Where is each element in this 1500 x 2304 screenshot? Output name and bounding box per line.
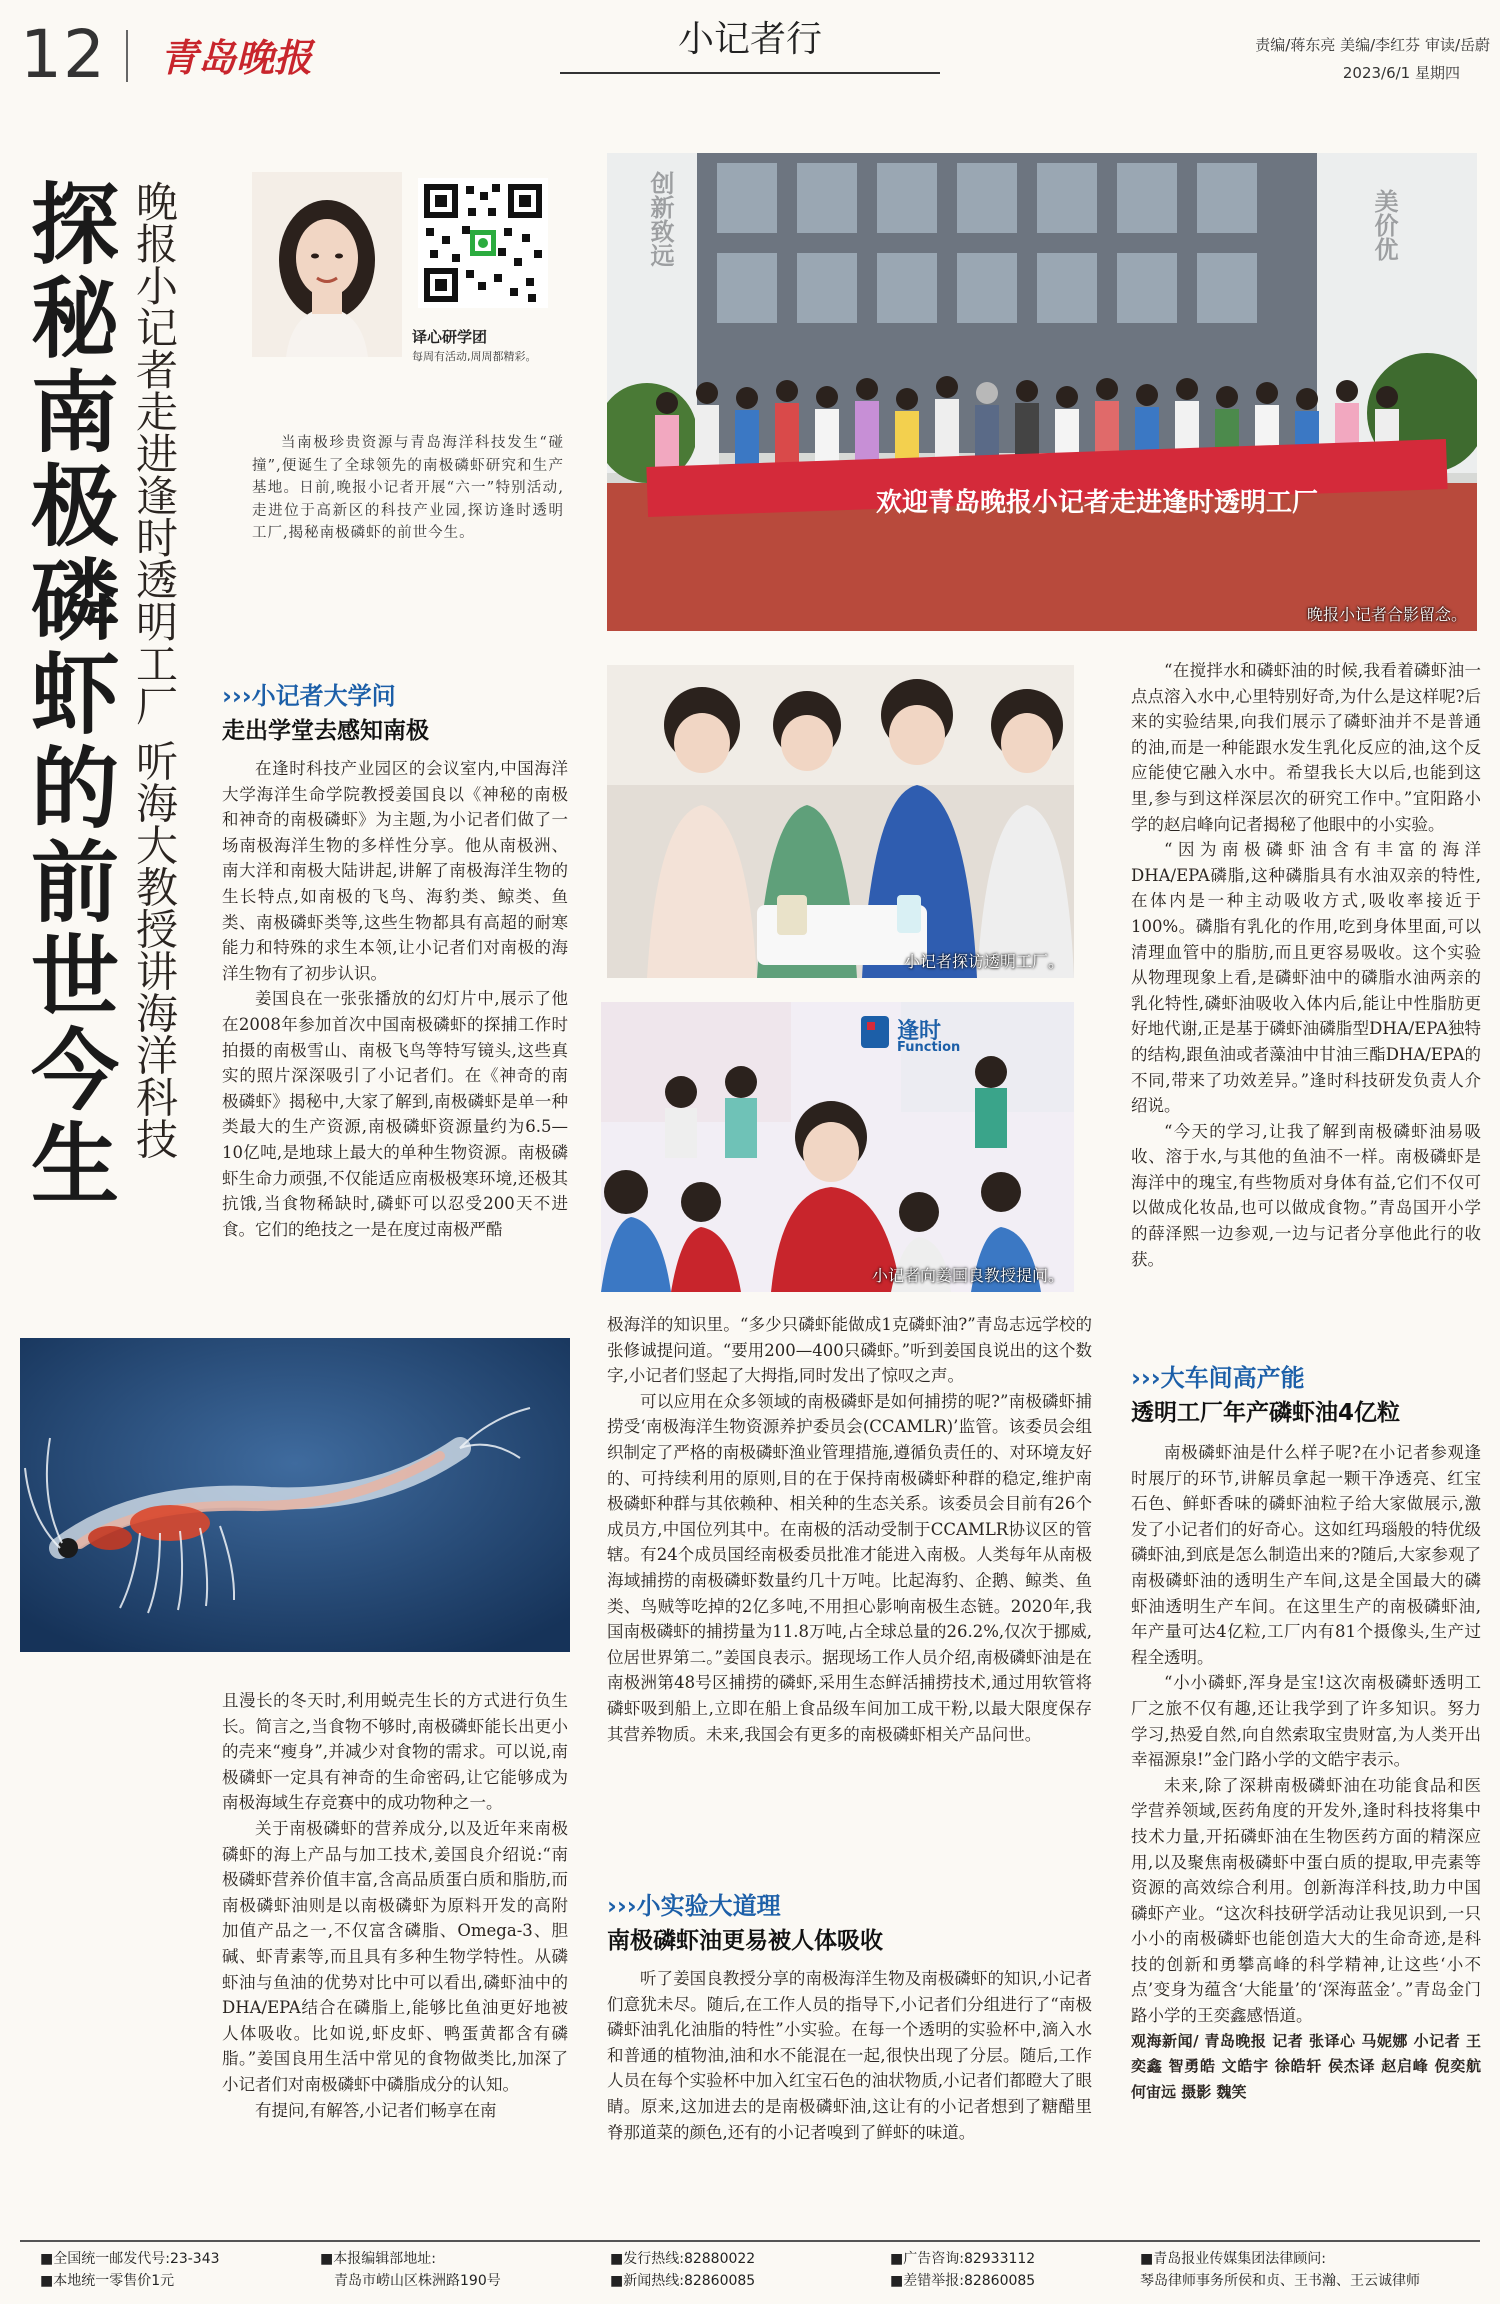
footer-legal	[1140, 2248, 1420, 2292]
sub-headline: 晚报小记者走进逢时透明工厂 听海大教授讲海洋科技	[130, 180, 179, 1160]
section1-paragraph: 关于南极磷虾的营养成分,以及近年来南极磷虾的海上产品与加工技术,姜国良介绍说:“南极磷虾营养价值丰富,含高品质蛋白质和脂肪,而南极磷虾油则是以南极磷虾为原料开发的高附加值产品之一,不仅富含磷脂、Omega-3、胆碱、虾青素等,而且具有多种生物学特性。从磷虾油与鱼油的优势对比中可以看出,磷虾油中的DHA/EPA结合在磷脂上,能够比鱼油更好地被人体吸收。比如说,虾皮虾、鸭蛋黄都含有磷脂。”姜国良用生活中常见的食物做类比,加深了小记者们对南极磷虾中磷脂成分的认知。	[222, 1818, 568, 2094]
lead-text: 当南极珍贵资源与青岛海洋科技发生“碰撞”,便诞生了全球领先的南极磷虾研究和生产基地。日前,晚报小记者开展“六一”特别活动,走进位于高新区的科技产业园,探访逢时透明工厂,揭秘南极磷虾的前世今生。	[252, 435, 564, 542]
footer-address-label: ■本报编辑部地址:	[320, 2251, 436, 2267]
section2-tag-text: 小实验大道理	[636, 1892, 781, 1920]
section1-tag	[222, 676, 396, 711]
qr-code[interactable]	[418, 178, 548, 308]
byline-source: 观海新闻/	[1131, 2031, 1199, 2050]
footer-distribution-hotline: ■发行热线:82880022	[610, 2251, 756, 2267]
page-header	[0, 0, 1500, 93]
byline-signature	[1131, 2029, 1481, 2106]
right-paragraph: “因为南极磷虾油含有丰富的海洋DHA/EPA磷脂,这种磷脂具有水油双亲的特性,在体内是一种主动吸收方式,吸收率接近于100%。磷脂有乳化的作用,吃到身体里面,可以清理血管中的脂肪,而且更容易吸收。这个实验从物理现象上看,是磷虾油中的磷脂水油两亲的乳化特性,磷虾油吸收入体内后,能让中性脂肪更好地代谢,正是基于磷虾油磷脂型DHA/EPA独特的结构,跟鱼油或者藻油中甘油三酯DHA/EPA的不同,带来了功效差异。”逢时科技研发负责人介绍说。	[1131, 840, 1481, 1116]
section3-paragraph: 南极磷虾油是什么样子呢?在小记者参观逢时展厅的环节,讲解员拿起一颗干净透亮、红宝石色、鲜虾香味的磷虾油粒子给大家做展示,激发了小记者们的好奇心。这如红玛瑙般的特优级磷虾油,到底是怎么制造出来的?随后,大家参观了南极磷虾油的透明生产车间,这是全国最大的磷虾油透明生产车间。在这里生产的南极磷虾油,年产量可达4亿粒,工厂内有81个摄像头,生产过程全透明。	[1131, 1443, 1481, 1667]
reporter-portrait	[252, 172, 402, 357]
footer-address	[320, 2248, 501, 2292]
section3-paragraph: “小小磷虾,浑身是宝!这次南极磷虾透明工厂之旅不仅有趣,还让我学到了许多知识。努力学习,热爱自然,向自然索取宝贵财富,为人类开出幸福源泉!”金门路小学的文皓宇表示。	[1131, 1673, 1481, 1770]
section1-paragraph: 有提问,有解答,小记者们畅享在南	[255, 2100, 497, 2120]
page-number-rule	[126, 30, 128, 82]
section3-tag	[1131, 1358, 1305, 1393]
section1-tag-text: 小记者大学问	[251, 682, 396, 710]
chevron-right-icon: ›››	[222, 682, 252, 710]
section2-tag	[607, 1886, 781, 1921]
section1-paragraph: 极海洋的知识里。“多少只磷虾能做成1克磷虾油?”青岛志远学校的张修诚提问道。“要用200—400只磷虾。”听到姜国良说出的这个数字,小记者们竖起了大拇指,同时发出了惊叹之声。	[607, 1315, 1092, 1386]
chevron-right-icon: ›››	[607, 1892, 637, 1920]
section2-body	[607, 1966, 1092, 2145]
section3-subtitle: 透明工厂年产磷虾油4亿粒	[1131, 1400, 1401, 1426]
footer-news-hotline: ■新闻热线:82860085	[610, 2273, 756, 2289]
section1-paragraph: 且漫长的冬天时,利用蜕壳生长的方式进行负生长。简言之,当食物不够时,南极磷虾能长出更小的壳来“瘦身”,并减少对食物的需求。可以说,南极磷虾一定具有神奇的生命密码,让它能够成为南极海域生存竞赛中的成功物种之一。	[222, 1691, 568, 1813]
footer-postal	[40, 2248, 220, 2292]
function-logo-en: Function	[897, 1040, 961, 1055]
byline-credits: 青岛晚报 记者 张译心 马妮娜 小记者 王奕鑫 智勇皓 文皓宇 徐皓轩 侯杰译 赵启峰 倪奕航 何宙远 摄影 魏笑	[1131, 2031, 1481, 2101]
function-logo-cn: 逢时	[897, 1019, 942, 1044]
column-title: 小记者行	[677, 19, 822, 60]
issue-date: 2023/6/1 星期四	[1342, 64, 1460, 82]
classroom-photo-caption: 小记者向姜国良教授提问。	[871, 1266, 1064, 1285]
footer-address-value: 青岛市崂山区株洲路190号	[334, 2273, 501, 2289]
newspaper-logo: 青岛晚报	[160, 35, 313, 80]
footer-legal-label: ■青岛报业传媒集团法律顾问:	[1140, 2251, 1326, 2267]
group-photo	[607, 153, 1477, 631]
chevron-right-icon: ›››	[1131, 1364, 1161, 1392]
section1-paragraph: 在逢时科技产业园区的会议室内,中国海洋大学海洋生命学院教授姜国良以《神秘的南极和神奇的南极磷虾》为主题,为小记者们做了一场南极海洋生物的多样性分享。他从南极洲、南大洋和南极大陆讲起,讲解了南极海洋生物的生长特点,如南极的飞鸟、海豹类、鲸类、鱼类、南极磷虾类等,这些生物都具有高超的耐寒能力和特殊的求生本领,让小记者们对南极的海洋生物有了初步认识。	[222, 759, 568, 983]
right-paragraph: “今天的学习,让我了解到南极磷虾油易吸收、溶于水,与其他的鱼油不一样。南极磷虾是海洋中的瑰宝,有些物质对身体有益,它们不仅可以做成化妆品,也可以做成食物。”青岛国开小学的薛泽熙一边参观,一边与记者分享他此行的收获。	[1131, 1121, 1481, 1269]
welcome-banner: 欢迎青岛晚报小记者走进逢时透明工厂	[875, 488, 1318, 518]
section1-subtitle: 走出学堂去感知南极	[222, 718, 429, 744]
main-headline: 探秘南极磷虾的前世今生	[17, 178, 120, 1212]
right-paragraph: “在搅拌水和磷虾油的时候,我看着磷虾油一点点溶入水中,心里特别好奇,为什么是这样呢?后来的实验结果,向我们展示了磷虾油并不是普通的油,而是一种能跟水发生乳化反应的油,这个反应能使它融入水中。希望我长大以后,也能到这里,参与到这样深层次的研究工作中。”宜阳路小学的赵启峰向记者揭秘了他眼中的小实验。	[1131, 661, 1481, 834]
footer-error-report: ■差错举报:82860085	[890, 2273, 1036, 2289]
lead-paragraph	[252, 432, 564, 545]
section2-paragraph: 听了姜国良教授分享的南极海洋生物及南极磷虾的知识,小记者们意犹未尽。随后,在工作人员的指导下,小记者们分组进行了“南极磷虾油乳化油脂的特性”小实验。在每一个透明的实验杯中,滴入水和普通的植物油,油和水不能混在一起,很快出现了分层。随后,工作人员在每个实验杯中加入红宝石色的油状物质,小记者们都瞪大了眼睛。原来,这加进去的是南极磷虾油,这让有的小记者想到了糖醋里脊那道菜的颜色,还有的小记者嗅到了鲜虾的味道。	[607, 1969, 1092, 2142]
section1-body-continued	[222, 1688, 568, 2123]
section1-paragraph: 姜国良在一张张播放的幻灯片中,展示了他在2008年参加首次中国南极磷虾的探捕工作时拍摄的南极雪山、南极飞鸟等特写镜头,这些真实的照片深深吸引了小记者们。在《神奇的南极磷虾》揭秘中,大家了解到,南极磷虾是单一种类最大的生产资源,南极磷虾资源量约为6.5—10亿吨,是地球上最大的单种生物资源。南极磷虾生命力顽强,不仅能适应南极极寒环境,还极其抗饿,当食物稀缺时,磷虾可以忍受200天不进食。它们的绝技之一是在度过南极严酷	[222, 989, 568, 1239]
editor-credits: 责编/蒋东亮 美编/李红芬 审读/岳蔚	[1255, 36, 1490, 54]
right-column-text	[1131, 658, 1481, 1272]
building-sign-left: 创新致远	[646, 171, 674, 267]
footer-ads	[890, 2248, 1035, 2292]
footer-rule	[20, 2240, 1480, 2242]
krill-photo	[20, 1338, 570, 1652]
footer-postal-code: ■全国统一邮发代号:23-343	[40, 2251, 220, 2267]
section2-subtitle: 南极磷虾油更易被人体吸收	[607, 1928, 883, 1954]
footer-legal-value: 琴岛律师事务所侯和贞、王书瀚、王云诚律师	[1140, 2273, 1420, 2289]
footer	[20, 2248, 1480, 2298]
section1-paragraph: 可以应用在众多领域的南极磷虾是如何捕捞的呢?”南极磷虾捕捞受‘南极海洋生物资源养护委员会(CCAMLR)’监管。该委员会组织制定了严格的南极磷虾渔业管理措施,遵循负责任的、对环境友好的、可持续利用的原则,目的在于保持南极磷虾种群的稳定,维护南极磷虾种群与其依赖种、相关种的生态关系。该委员会目前有26个成员方,中国位列其中。在南极的活动受制于CCAMLR协议区的管辖。有24个成员国经南极委员批准才能进入南极。人类每年从南极海域捕捞的南极磷虾数量约几十万吨。比起海豹、企鹅、鲸类、鱼类、鸟贼等吃掉的2亿多吨,不用担心影响南极生态链。2020年,我国南极磷虾的捕捞量为11.8万吨,占全球总量的26.2%,仅次于挪威,位居世界第二。”姜国良表示。据现场工作人员介绍,南极磷虾油是在南极洲第48号区捕捞的磷虾,采用生态鲜活捕捞技术,通过用软管将磷虾吸到船上,立即在船上食品级车间加工成干粉,以最大限度保存其营养物质。未来,我国会有更多的南极磷虾相关产品问世。	[607, 1391, 1092, 1744]
building-sign-right: 美价优	[1370, 189, 1398, 261]
qr-subtext: 每周有活动,周周都精彩。	[412, 350, 537, 363]
qr-label: 译心研学团	[412, 328, 488, 346]
experiment-photo	[607, 665, 1074, 978]
section1-body	[222, 756, 568, 1242]
group-photo-caption: 晚报小记者合影留念。	[1306, 605, 1467, 624]
footer-hotlines	[610, 2248, 755, 2292]
header-rule	[560, 72, 940, 74]
classroom-photo	[601, 1002, 1074, 1292]
section3-body	[1131, 1440, 1481, 2105]
section3-tag-text: 大车间高产能	[1160, 1364, 1305, 1392]
experiment-photo-caption: 小记者探访透明工厂。	[903, 952, 1064, 971]
footer-price: ■本地统一零售价1元	[40, 2273, 175, 2289]
page-number: 12	[20, 16, 106, 93]
section3-paragraph: 未来,除了深耕南极磷虾油在功能食品和医学营养领域,医药角度的开发外,逢时科技将集中技术力量,开拓磷虾油在生物医药方面的精深应用,以及聚焦南极磷虾中蛋白质的提取,甲壳素等资源的高效综合利用。创新海洋科技,助力中国磷虾产业。“这次科技研学活动让我见识到,一只小小的南极磷虾也能创造大大的生命奇迹,是科技的创新和勇攀高峰的科学精神,让这些‘小不点’变身为蕴含‘大能量’的‘深海蓝金’。”青岛金门路小学的王奕鑫感悟道。	[1131, 1775, 1481, 2026]
footer-ad-inquiry: ■广告咨询:82933112	[890, 2251, 1036, 2267]
section1-body-middle	[607, 1312, 1092, 1747]
